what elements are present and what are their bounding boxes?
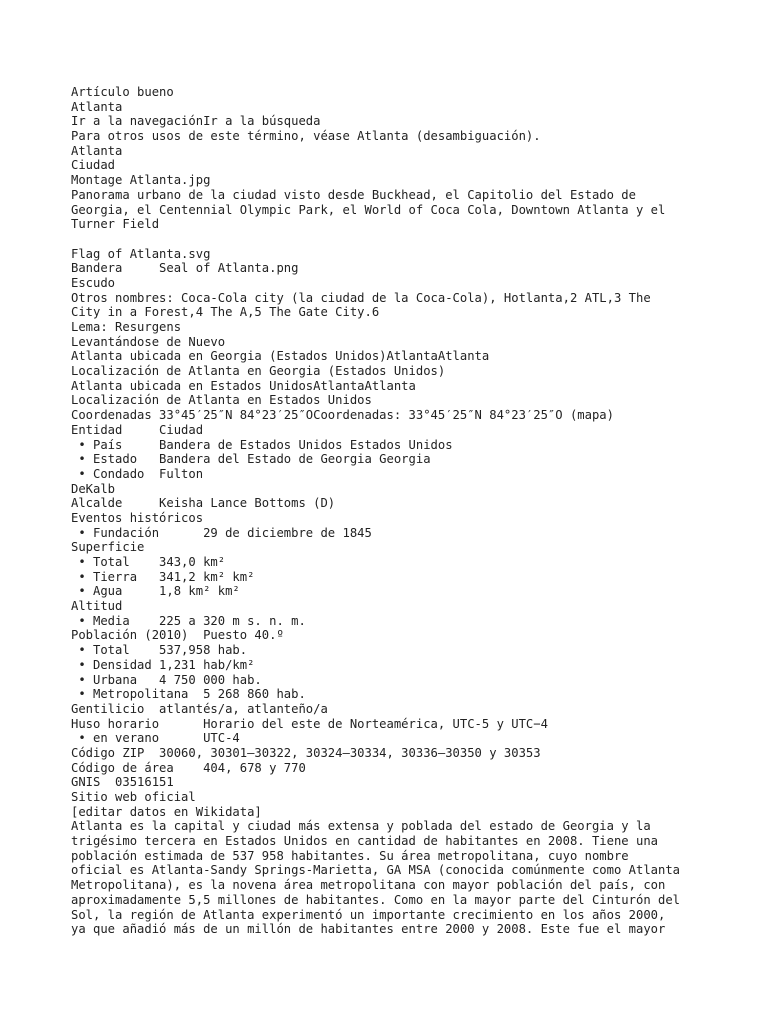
text-line: Entidad Ciudad xyxy=(71,422,204,437)
text-line: Ciudad xyxy=(71,158,116,173)
text-line: Artículo bueno xyxy=(71,85,174,99)
text-line: • País Bandera de Estados Unidos Estados Unidos xyxy=(71,437,453,452)
text-line: Bandera Seal of Atlanta.png xyxy=(71,261,299,276)
text-line: Alcalde Keisha Lance Bottoms (D) xyxy=(71,496,336,511)
text-line: Otros nombres: Coca-Cola city (la ciudad de la Coca-Cola), Hotlanta,2 ATL,3 The xyxy=(71,290,651,305)
text-line: aproximadamente 5,5 millones de habitantes. Como en la mayor parte del Cinturón del xyxy=(71,892,681,907)
text-line: • Metropolitana 5 268 860 hab. xyxy=(71,687,306,702)
text-line: población estimada de 537 958 habitantes. Su área metropolitana, cuyo nombre xyxy=(71,848,629,863)
text-line: Código ZIP 30060, 30301–30322, 30324–30334, 30336–30350 y 30353 xyxy=(71,745,541,760)
text-line: Montage Atlanta.jpg xyxy=(71,173,211,188)
text-line xyxy=(71,232,731,247)
text-line: Gentilicio atlantés/a, atlanteño/a xyxy=(71,701,328,716)
text-line: Levantándose de Nuevo xyxy=(71,334,226,349)
text-line: Para otros usos de este término, véase Atlanta (desambiguación). xyxy=(71,129,541,144)
text-line: • Media 225 a 320 m s. n. m. xyxy=(71,613,306,628)
text-line: oficial es Atlanta-Sandy Springs-Marietta, GA MSA (conocida comúnmente como Atlanta xyxy=(71,863,681,878)
text-line: Atlanta es la capital y ciudad más extensa y poblada del estado de Georgia y la xyxy=(71,819,651,834)
text-line: Atlanta xyxy=(71,143,123,158)
text-line: Turner Field xyxy=(71,217,160,232)
text-line: Población (2010) Puesto 40.º xyxy=(71,628,284,643)
text-line: Huso horario Horario del este de Norteamérica, UTC-5 y UTC−4 xyxy=(71,716,548,731)
text-line: • Total 343,0 km² xyxy=(71,555,226,569)
text-line: Localización de Atlanta en Estados Unidos xyxy=(71,393,372,408)
text-line: Código de área 404, 678 y 770 xyxy=(71,760,306,775)
text-line: • Total 537,958 hab. xyxy=(71,643,248,658)
text-line: Ir a la navegaciónIr a la búsqueda xyxy=(71,114,321,129)
text-line: Escudo xyxy=(71,275,116,290)
text-line: Flag of Atlanta.svg xyxy=(71,246,211,261)
text-line: DeKalb xyxy=(71,481,116,496)
text-line: • Agua 1,8 km² km² xyxy=(71,584,240,599)
text-line: • Estado Bandera del Estado de Georgia Georgia xyxy=(71,452,431,467)
text-line: Atlanta ubicada en Estados UnidosAtlantaAtlanta xyxy=(71,378,416,393)
text-line: • Urbana 4 750 000 hab. xyxy=(71,672,262,687)
text-line: • Tierra 341,2 km² km² xyxy=(71,569,255,584)
text-line: GNIS 03516151 xyxy=(71,775,174,790)
text-line: Coordenadas 33°45′25″N 84°23′25″OCoordenadas: 33°45′25″N 84°23′25″O (mapa) xyxy=(71,408,614,423)
document-body xyxy=(71,85,731,937)
text-line: • Fundación 29 de diciembre de 1845 xyxy=(71,525,372,540)
text-line: • Densidad 1,231 hab/km² xyxy=(71,657,255,672)
text-line: Superficie xyxy=(71,540,145,555)
text-line: Eventos históricos xyxy=(71,510,204,525)
text-line: trigésimo tercera en Estados Unidos en cantidad de habitantes en 2008. Tiene una xyxy=(71,834,658,849)
text-line: Panorama urbano de la ciudad visto desde Buckhead, el Capitolio del Estado de xyxy=(71,187,636,202)
text-line: Georgia, el Centennial Olympic Park, el World of Coca Cola, Downtown Atlanta y el xyxy=(71,202,666,217)
text-line: [editar datos en Wikidata] xyxy=(71,804,262,819)
text-line: ya que añadió más de un millón de habitantes entre 2000 y 2008. Este fue el mayor xyxy=(71,922,666,937)
text-line: • Condado Fulton xyxy=(71,466,204,481)
text-line: Localización de Atlanta en Georgia (Estados Unidos) xyxy=(71,364,446,379)
text-line: Metropolitana), es la novena área metropolitana con mayor población del país, con xyxy=(71,878,666,893)
text-line: City in a Forest,4 The A,5 The Gate City.6 xyxy=(71,305,380,320)
text-line: Atlanta xyxy=(71,99,123,114)
text-line: Altitud xyxy=(71,599,123,614)
text-line: • en verano UTC-4 xyxy=(71,731,240,746)
text-line: Sol, la región de Atlanta experimentó un importante crecimiento en los años 2000, xyxy=(71,907,666,922)
text-line: Atlanta ubicada en Georgia (Estados Unidos)AtlantaAtlanta xyxy=(71,349,490,364)
text-line: Lema: Resurgens xyxy=(71,320,182,334)
text-line: Sitio web oficial xyxy=(71,790,196,804)
